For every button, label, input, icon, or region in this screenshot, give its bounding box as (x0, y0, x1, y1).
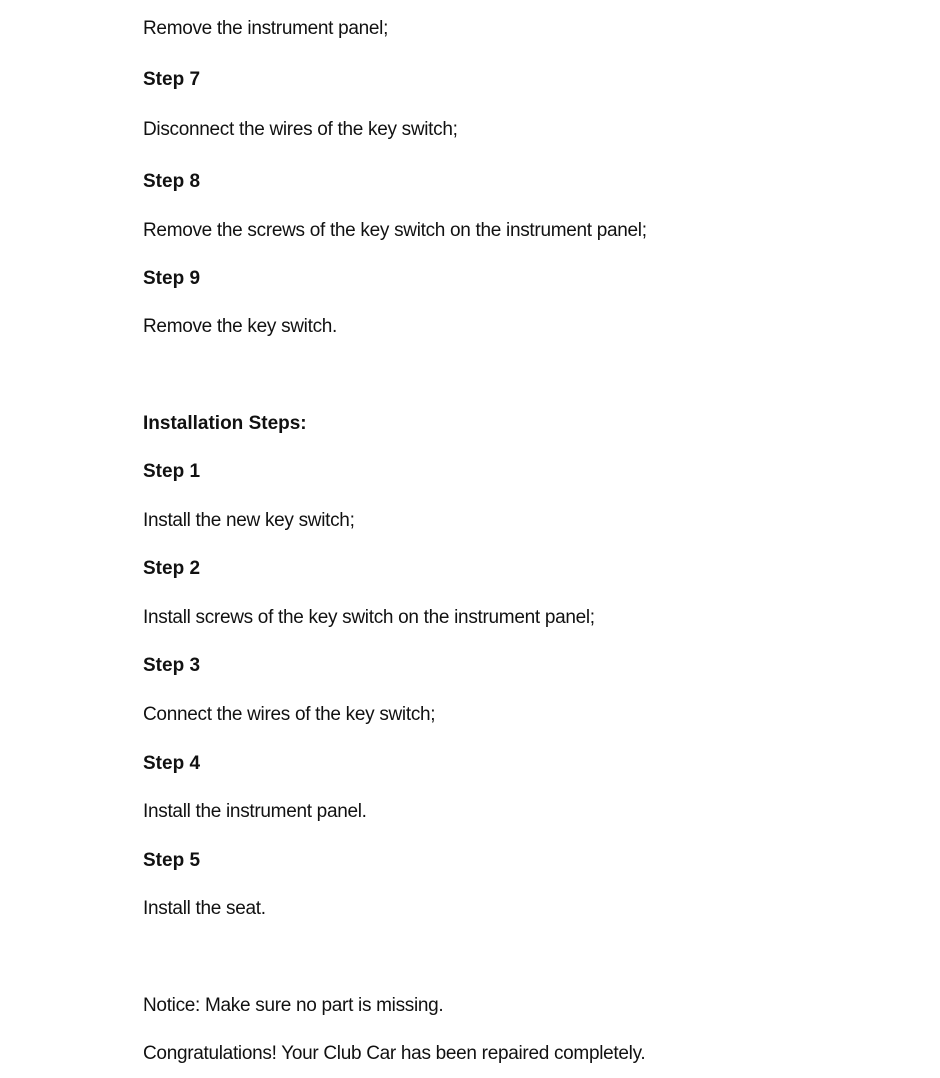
removal-step7-heading: Step 7 (143, 69, 201, 90)
install-step3-heading: Step 3 (143, 655, 201, 676)
congratulations-text: Congratulations! Your Club Car has been repaired completely. (143, 1043, 646, 1064)
install-step5-text: Install the seat. (143, 898, 266, 919)
removal-step8-heading: Step 8 (143, 171, 201, 192)
install-step3-text: Connect the wires of the key switch; (143, 704, 436, 725)
install-step1-heading: Step 1 (143, 461, 201, 482)
removal-step7-text: Disconnect the wires of the key switch; (143, 119, 458, 140)
install-step1-text: Install the new key switch; (143, 510, 355, 531)
removal-step9-heading: Step 9 (143, 268, 201, 289)
install-step4-text: Install the instrument panel. (143, 801, 367, 822)
installation-heading: Installation Steps: (143, 413, 307, 434)
install-step2-text: Install screws of the key switch on the instrument panel; (143, 607, 595, 628)
install-step2-heading: Step 2 (143, 558, 201, 579)
removal-step8-text: Remove the screws of the key switch on the instrument panel; (143, 220, 647, 241)
removal-step6-text: Remove the instrument panel; (143, 18, 389, 39)
removal-step9-text: Remove the key switch. (143, 316, 338, 337)
install-step4-heading: Step 4 (143, 753, 201, 774)
install-step5-heading: Step 5 (143, 850, 201, 871)
notice-text: Notice: Make sure no part is missing. (143, 995, 444, 1016)
